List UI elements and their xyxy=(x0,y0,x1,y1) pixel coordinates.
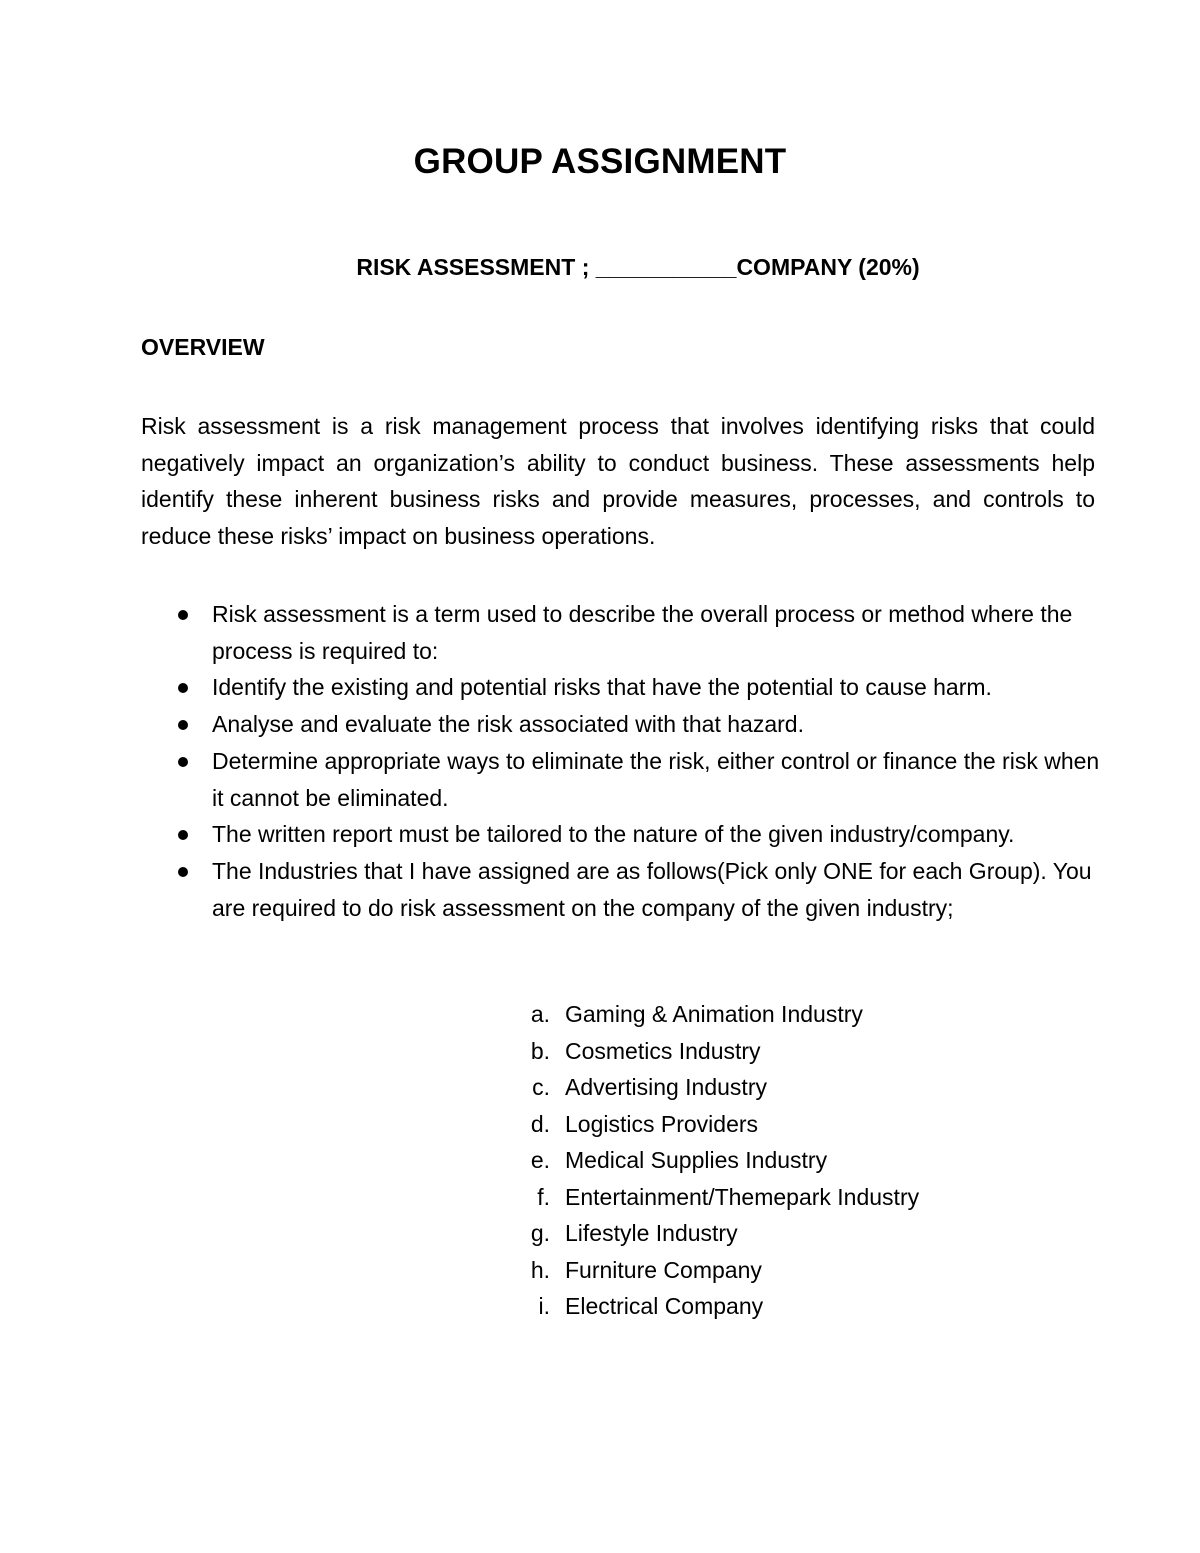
document-subtitle: RISK ASSESSMENT ; ___________COMPANY (20%) xyxy=(356,254,920,280)
industry-marker: a. xyxy=(530,1001,550,1027)
overview-paragraph: Risk assessment is a risk management process that involves identifying risks that could negatively impact an organization’s ability to conduct business. These assessments help identify these inherent business risks and provide measures, processes, and controls to reduce these risks’ impact on business operations. xyxy=(141,413,1095,550)
bullet-item xyxy=(141,706,1101,743)
bullet-item xyxy=(141,816,1101,853)
bullet-text: Analyse and evaluate the risk associated with that hazard. xyxy=(212,711,804,738)
industry-item xyxy=(510,1142,919,1179)
industry-marker: i. xyxy=(538,1293,550,1319)
bullet-text: Determine appropriate ways to eliminate the risk, either control or finance the risk when it cannot be eliminated. xyxy=(212,747,1100,811)
industry-label: Gaming & Animation Industry xyxy=(565,1001,863,1027)
industry-label: Entertainment/Themepark Industry xyxy=(565,1183,920,1210)
industry-item xyxy=(510,1215,919,1252)
bullet-icon xyxy=(178,610,188,620)
document-title: GROUP ASSIGNMENT xyxy=(413,142,787,181)
industry-marker: g. xyxy=(530,1220,550,1246)
industry-marker: e. xyxy=(530,1147,550,1173)
bullet-item xyxy=(141,853,1101,926)
bullet-icon xyxy=(178,830,188,840)
industry-item xyxy=(510,1106,919,1143)
bullet-text: The written report must be tailored to the nature of the given industry/company. xyxy=(212,821,1015,848)
industry-list xyxy=(510,996,919,1325)
industry-marker: c. xyxy=(532,1074,550,1100)
industry-label: Electrical Company xyxy=(565,1293,764,1319)
section-heading-overview: OVERVIEW xyxy=(141,334,265,360)
bullet-icon xyxy=(178,867,188,877)
industry-label: Furniture Company xyxy=(565,1256,762,1283)
bullet-icon xyxy=(178,757,188,767)
industry-item xyxy=(510,996,919,1033)
industry-marker: h. xyxy=(530,1256,550,1283)
industry-item xyxy=(510,1033,919,1070)
bullet-icon xyxy=(178,720,188,730)
industry-label: Lifestyle Industry xyxy=(565,1220,738,1246)
industry-item xyxy=(510,1069,919,1106)
bullet-item xyxy=(141,743,1101,816)
bullet-text: The Industries that I have assigned are as follows(Pick only ONE for each Group). You are required to do risk assessment on the company of the given industry; xyxy=(212,857,1092,921)
bullet-item xyxy=(141,596,1101,669)
bullet-text: Identify the existing and potential risks that have the potential to cause harm. xyxy=(212,674,992,701)
industry-label: Logistics Providers xyxy=(565,1110,759,1137)
industry-item xyxy=(510,1252,919,1289)
industry-marker: b. xyxy=(530,1037,550,1064)
industry-item xyxy=(510,1288,919,1325)
industry-marker: d. xyxy=(530,1110,550,1137)
industry-label: Advertising Industry xyxy=(565,1074,767,1100)
bullet-text: Risk assessment is a term used to describe the overall process or method where the process is required to: xyxy=(212,601,1073,664)
bullet-icon xyxy=(178,683,188,693)
bullet-item xyxy=(141,669,1101,706)
industry-label: Medical Supplies Industry xyxy=(565,1147,828,1173)
industry-item xyxy=(510,1179,919,1216)
industry-label: Cosmetics Industry xyxy=(565,1037,761,1064)
bullet-list xyxy=(141,596,1101,926)
industry-marker: f. xyxy=(537,1183,550,1210)
